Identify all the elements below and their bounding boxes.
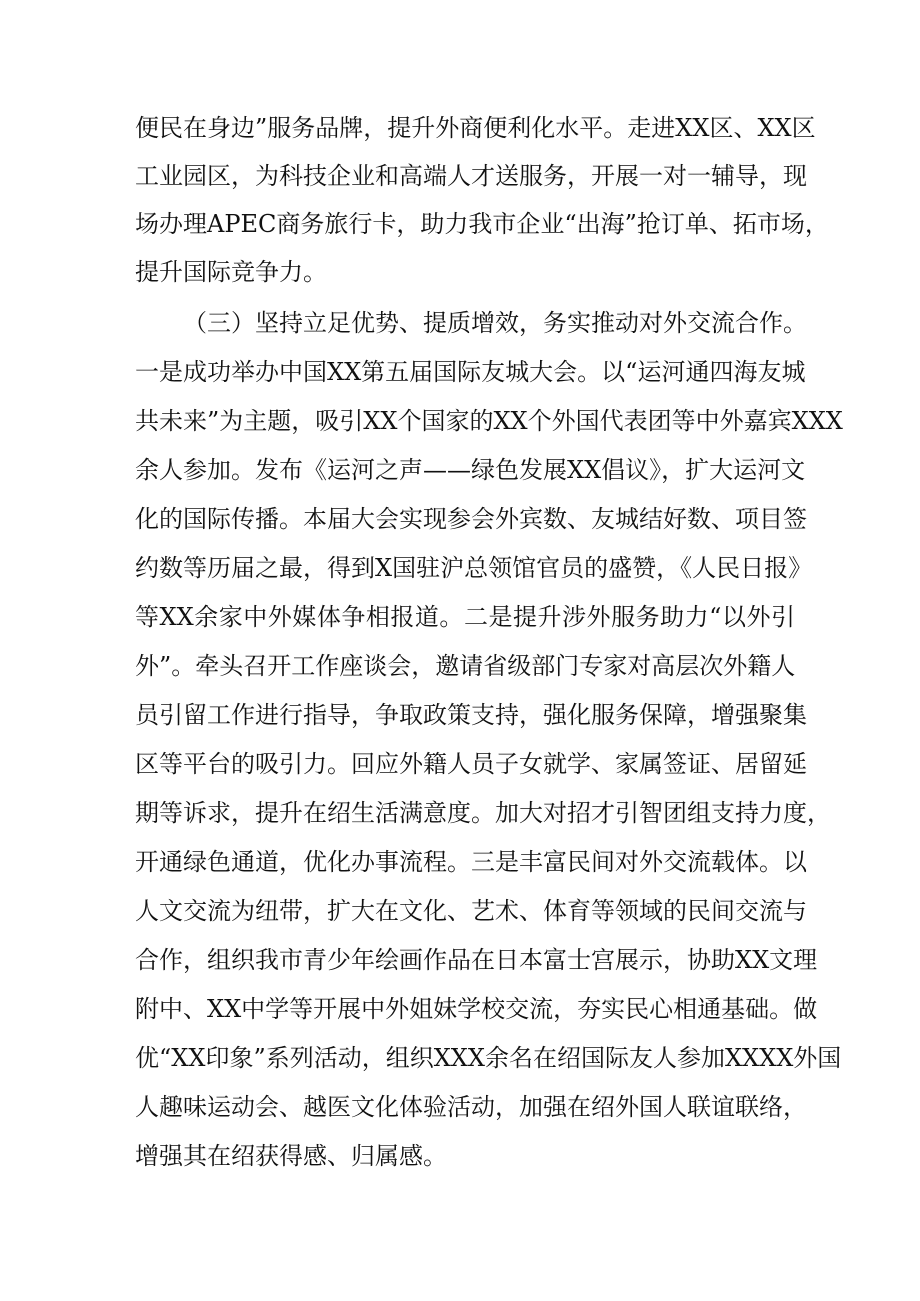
text-line: 人文交流为纽带，扩大在文化、艺术、体育等领域的民间交流与 [135, 897, 807, 925]
text-line: 合作，组织我市青少年绘画作品在日本富士宫展示，协助XX文理 [135, 946, 818, 974]
text-line: 增强其在绍获得感、归属感。 [135, 1142, 447, 1170]
text-line: 余人参加。发布《运河之声——绿色发展XX倡议》，扩大运河文 [135, 456, 806, 484]
text-line: 化的国际传播。本届大会实现参会外宾数、友城结好数、项目签 [135, 505, 807, 533]
section-heading-line: （三）坚持立足优势、提质增效，务实推动对外交流合作。 [183, 309, 807, 337]
text-line: 提升国际竞争力。 [135, 258, 327, 286]
text-line: 等XX余家中外媒体争相报道。二是提升涉外服务助力“以外引 [135, 603, 795, 631]
text-line: 场办理APEC商务旅行卡，助力我市企业“出海”抢订单、拓市场， [135, 210, 829, 238]
text-line: 区等平台的吸引力。回应外籍人员子女就学、家属签证、居留延 [135, 750, 807, 778]
text-line: 期等诉求，提升在绍生活满意度。加大对招才引智团组支持力度， [135, 799, 831, 827]
text-line: 工业园区，为科技企业和高端人才送服务，开展一对一辅导，现 [135, 162, 807, 190]
text-line: 人趣味运动会、越医文化体验活动，加强在绍外国人联谊联络， [135, 1093, 807, 1121]
text-line: 共未来”为主题，吸引XX个国家的XX个外国代表团等中外嘉宾XXX [135, 407, 843, 435]
text-line: 一是成功举办中国XX第五届国际友城大会。以“运河通四海友城 [135, 358, 806, 386]
text-line: 外”。牵头召开工作座谈会，邀请省级部门专家对高层次外籍人 [135, 652, 796, 680]
text-line: 员引留工作进行指导，争取政策支持，强化服务保障，增强聚集 [135, 701, 807, 729]
text-line: 便民在身边”服务品牌，提升外商便利化水平。走进XX区、XX区 [135, 114, 816, 142]
text-line: 优“XX印象”系列活动，组织XXX余名在绍国际友人参加XXXX外国 [135, 1044, 842, 1072]
text-line: 开通绿色通道，优化办事流程。三是丰富民间对外交流载体。以 [135, 848, 807, 876]
text-line: 附中、XX中学等开展中外姐妹学校交流，夯实民心相通基础。做 [135, 995, 818, 1023]
text-line: 约数等历届之最，得到X国驻沪总领馆官员的盛赞，《人民日报》 [135, 554, 813, 582]
